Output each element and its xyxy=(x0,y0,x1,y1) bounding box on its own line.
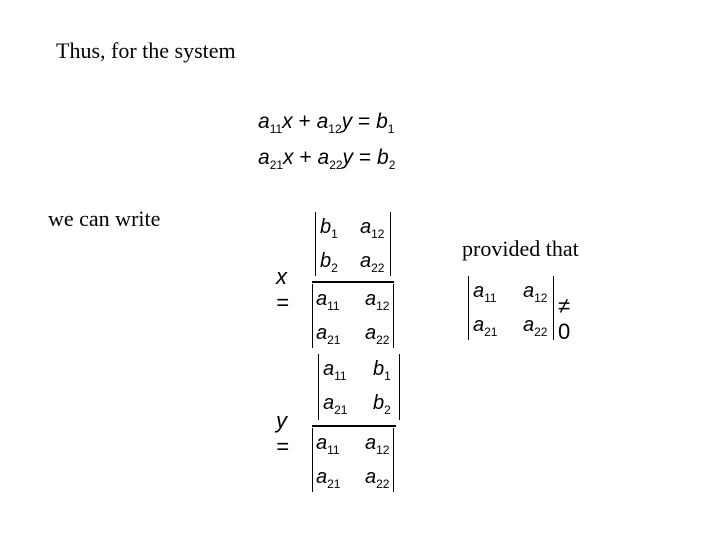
provided-that-text: provided that xyxy=(462,236,579,261)
x-num-r1c1: $b_1$ xyxy=(320,216,338,241)
x-denominator-determinant xyxy=(312,284,394,348)
not-equal-zero: ≠ 0 xyxy=(558,293,571,344)
y-numerator-determinant xyxy=(318,354,400,420)
y-fraction-bar xyxy=(312,425,396,427)
y-den-r1c2: $a_{12}$ xyxy=(365,432,390,457)
y-num-r2c2: $b_2$ xyxy=(373,392,391,417)
x-den-r2c2: $a_{22}$ xyxy=(365,322,390,347)
cond-r1c1: $a_{11}$ xyxy=(473,280,497,305)
y-num-r2c1: $a_{21}$ xyxy=(323,392,348,417)
x-num-r2c1: $b_2$ xyxy=(320,250,338,275)
cond-r2c2: $a_{22}$ xyxy=(523,314,548,339)
y-num-r1c1: $a_{11}$ xyxy=(323,358,347,383)
y-den-r2c1: $a_{21}$ xyxy=(316,466,341,491)
cond-r2c1: $a_{21}$ xyxy=(473,314,498,339)
x-den-r2c1: $a_{21}$ xyxy=(316,322,341,347)
x-den-r1c1: $a_{11}$ xyxy=(316,288,340,313)
we-can-write-text: we can write xyxy=(48,206,161,231)
y-denominator-determinant xyxy=(312,428,394,492)
equation-1: $a_{11}x + a_{12}y = b_1$ xyxy=(258,110,395,136)
x-lhs: x = xyxy=(276,264,289,315)
y-den-r2c2: $a_{22}$ xyxy=(365,466,390,491)
x-den-r1c2: $a_{12}$ xyxy=(365,288,390,313)
condition-determinant xyxy=(468,276,554,340)
y-den-r1c1: $a_{11}$ xyxy=(316,432,340,457)
y-num-r1c2: $b_1$ xyxy=(373,358,391,383)
intro-text: Thus, for the system xyxy=(56,38,236,63)
y-lhs: y = xyxy=(276,408,289,459)
x-num-r2c2: $a_{22}$ xyxy=(360,250,385,275)
cond-r1c2: $a_{12}$ xyxy=(523,280,548,305)
x-num-r1c2: $a_{12}$ xyxy=(360,216,385,241)
x-fraction-bar xyxy=(312,281,394,283)
equation-2: $a_{21}x + a_{22}y = b_2$ xyxy=(258,146,396,172)
x-numerator-determinant xyxy=(315,212,391,276)
